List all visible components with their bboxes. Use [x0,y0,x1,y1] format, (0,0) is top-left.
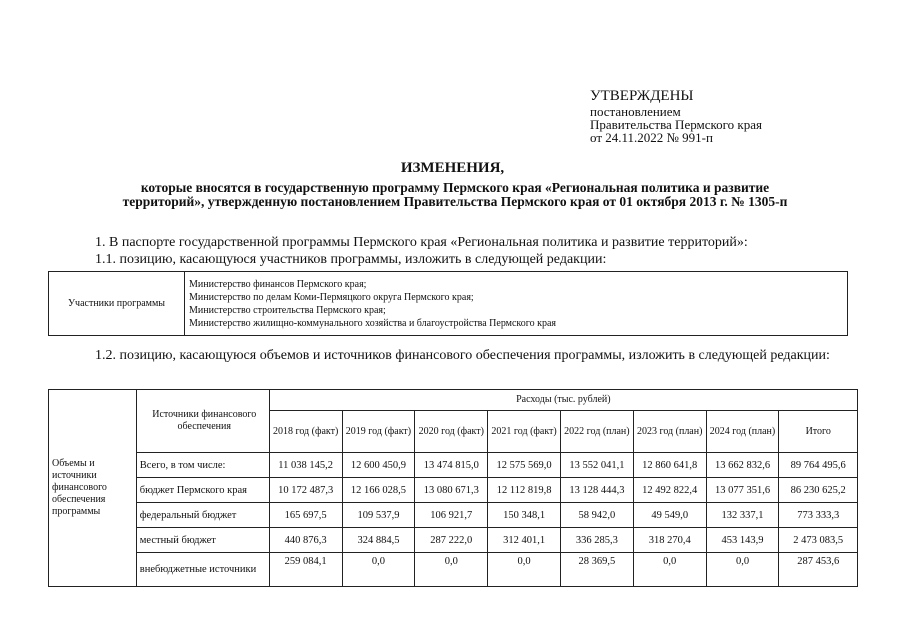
value-cell: 12 575 569,0 [488,453,561,478]
approval-stamp [590,88,762,144]
value-cell: 109 537,9 [342,503,415,528]
value-cell: 28 369,5 [561,553,634,587]
value-cell: 324 884,5 [342,528,415,553]
value-cell: 13 474 815,0 [415,453,488,478]
approval-line: от 24.11.2022 № 991-п [590,130,713,145]
value-cell: 12 166 028,5 [342,478,415,503]
total-cell: 2 473 083,5 [779,528,858,553]
total-cell: 89 764 495,6 [779,453,858,478]
paragraph-1-2: 1.2. позицию, касающуюся объемов и источников финансового обеспечения программы, изложить в следующей редакции: [95,348,830,363]
value-cell: 165 697,5 [269,503,342,528]
year-header: 2018 год (факт) [269,411,342,453]
value-cell: 0,0 [488,553,561,587]
value-cell: 58 942,0 [561,503,634,528]
value-cell: 13 077 351,6 [706,478,779,503]
source-name: Всего, в том числе: [136,453,269,478]
participant-item: Министерство жилищно-коммунального хозяйства и благоустройства Пермского края [189,317,557,329]
total-cell: 773 333,3 [779,503,858,528]
value-cell: 12 112 819,8 [488,478,561,503]
value-cell: 0,0 [633,553,706,587]
expenses-header: Расходы (тыс. рублей) [269,390,857,411]
finance-table [48,389,858,587]
participants-list [185,272,848,336]
finance-row-label-text: Объемы и источники финансового обеспечения программы [52,458,107,517]
value-cell: 13 128 444,3 [561,478,634,503]
value-cell: 49 549,0 [633,503,706,528]
year-header: 2023 год (план) [633,411,706,453]
source-name: внебюджетные источники [136,553,269,587]
value-cell: 12 860 641,8 [633,453,706,478]
total-header: Итого [779,411,858,453]
value-cell: 10 172 487,3 [269,478,342,503]
value-cell: 440 876,3 [269,528,342,553]
year-header: 2021 год (факт) [488,411,561,453]
value-cell: 336 285,3 [561,528,634,553]
year-header: 2022 год (план) [561,411,634,453]
value-cell: 0,0 [342,553,415,587]
value-cell: 0,0 [706,553,779,587]
value-cell: 318 270,4 [633,528,706,553]
value-cell: 132 337,1 [706,503,779,528]
value-cell: 11 038 145,2 [269,453,342,478]
value-cell: 13 080 671,3 [415,478,488,503]
source-name: бюджет Пермского края [136,478,269,503]
value-cell: 287 222,0 [415,528,488,553]
participant-item: Министерство по делам Коми-Пермяцкого округа Пермского края; [189,291,474,303]
value-cell: 453 143,9 [706,528,779,553]
value-cell: 13 662 832,6 [706,453,779,478]
value-cell: 12 600 450,9 [342,453,415,478]
value-cell: 12 492 822,4 [633,478,706,503]
paragraph-1-1: 1.1. позицию, касающуюся участников программы, изложить в следующей редакции: [95,252,607,267]
year-header: 2020 год (факт) [415,411,488,453]
total-cell: 86 230 625,2 [779,478,858,503]
subtitle-line: территорий», утвержденную постановлением Правительства Пермского края от 01 октября 2013 г. № 1305-п [122,194,788,209]
total-cell: 287 453,6 [779,553,858,587]
value-cell: 259 084,1 [269,553,342,587]
participant-item: Министерство строительства Пермского края; [189,304,386,316]
approval-line: постановлением [590,104,681,119]
value-cell: 106 921,7 [415,503,488,528]
paragraph-1: 1. В паспорте государственной программы Пермского края «Региональная политика и развитие территорий»: [95,235,748,250]
document-title: ИЗМЕНЕНИЯ, [400,160,505,176]
approval-line: УТВЕРЖДЕНЫ [590,88,694,104]
subtitle-line: которые вносятся в государственную программу Пермского края «Региональная политика и развитие [140,180,770,195]
finance-row-label [49,390,137,587]
document-subtitle [40,181,870,209]
participants-table [48,271,848,336]
year-header: 2024 год (план) [706,411,779,453]
source-name: федеральный бюджет [136,503,269,528]
source-name: местный бюджет [136,528,269,553]
value-cell: 13 552 041,1 [561,453,634,478]
participant-item: Министерство финансов Пермского края; [189,278,367,290]
participants-label: Участники программы [49,272,185,336]
year-header: 2019 год (факт) [342,411,415,453]
sources-header: Источники финансового обеспечения [136,390,269,453]
value-cell: 150 348,1 [488,503,561,528]
approval-line: Правительства Пермского края [590,117,762,132]
value-cell: 0,0 [415,553,488,587]
value-cell: 312 401,1 [488,528,561,553]
